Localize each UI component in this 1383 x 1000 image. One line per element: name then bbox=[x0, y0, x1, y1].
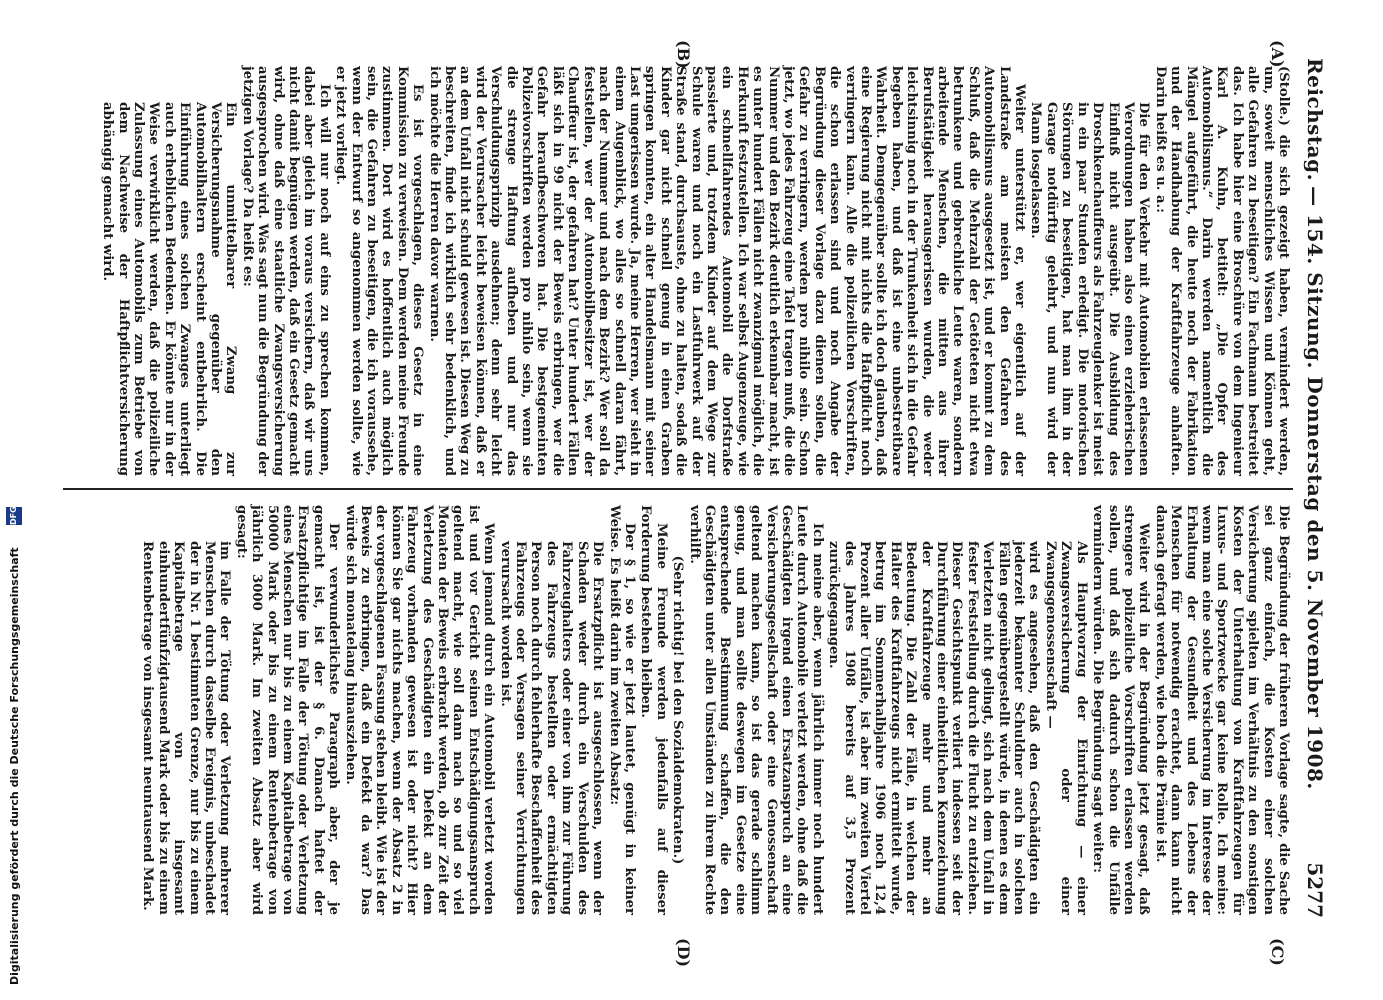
quote-paragraph: wird es angesehen, daß den Geschädigten ein jederzeit bekannter Schuldner auch in solchen Fällen gegenübergestellt würde, in denen es dem Verletzten nicht gelingt, sich nach dem Unfall in fester Feststellung durch die Flucht zu entziehen. Dieser Gesichtspunkt verliert indessen seit der Durchführung einer einheitlichen Kennzeichnung der Kraftfahrzeuge mehr und mehr an Bedeutung. Die Zahl der Fälle, in welchen der Halter des Kraftfahrzeugs nicht ermittelt wurde, betrug im Sommerhalbjahre 1906 noch 12,4 Prozent aller Unfälle, ist aber im zweiten Viertel des Jahres 1908 bereits auf 3,5 Prozent zurückgegangen. bbox=[826, 541, 1042, 915]
paragraph: Wenn jemand durch ein Automobil verletzt worden ist und vor Gericht seinen Entschädigungsanspruch geltend macht, wie soll dann nach so und so viel Monaten der Beweis erbracht werden, ob zur Zeit der Verletzung des Geschädigten ein Defekt an dem Fahrzeug vorhanden gewesen ist oder nicht? Hier können Sie gar nichts machen, wenn der Absatz 2 in der vorgeschlagenen Fassung stehen bleibt. Wie ist der Beweis zu erbringen, daß ein Defekt da war? Das würde sich monatelang hinausziehen. bbox=[342, 505, 497, 915]
quote-paragraph: Die Ersatzpflicht ist ausgeschlossen, wenn der Schaden weder durch ein Verschulden des Fahrzeughalters oder einer von ihm zur Führung des Fahrzeugs bestellten oder ermächtigten Person noch durch fehlerhafte Beschaffenheit des Fahrzeugs oder Versagen seiner Verrichtungen verursacht worden ist. bbox=[497, 541, 606, 915]
right-column bbox=[139, 505, 1291, 915]
margin-marker-d: (D) bbox=[674, 938, 693, 968]
paragraph: Der verwunderlichste Paragraph aber, der je gemacht ist, ist der § 6. Danach haftet der Ersatzpflichtige im Falle der Tötung oder Verletzung eines Menschen nur bis zu einem Kapitalbetrage von 50000 Mark oder bis zu einem Rentenbetrage von jährlich 3000 Mark. Im zweiten Absatz aber wird gesagt: bbox=[233, 505, 342, 915]
header-left: Reichstag. bbox=[1303, 58, 1327, 182]
paragraph: Ich meine aber, wenn jährlich immer noch hundert Leute durch Automobile verletzt werden, ohne daß die Geschädigten irgend einen Ersatzanspruch an eine Versicherungsgesellschaft oder eine Genossenschaft geltend machen kann, so ist das gerade schlimm genug, und man sollte deswegen im Gesetze eine entsprechende Bestimmung schaffen, die den Geschädigten unter allen Umständen zu ihrem Rechte verhilft. bbox=[686, 505, 825, 915]
page-number: 5277 bbox=[1303, 862, 1327, 918]
quote-paragraph: Ein unmittelbarer Zwang zur Versicherungsnahme gegenüber den Automobilhaltern erscheint entbehrlich. Die Einführung eines solchen Zwanges unterliegt auch erheblichen Bedenken. Er könnte nur in der Weise verwirklicht werden, daß die polizeiliche Zulassung eines Automobils zum Betriebe von dem Nachweise der Haftpflichtversicherung abhängig gemacht wird. bbox=[100, 102, 239, 476]
interjection: (Sehr richtig! bei den Sozialdemokraten.) bbox=[670, 555, 686, 865]
left-column bbox=[99, 66, 1291, 476]
paragraph: Es ist vorgeschlagen, dieses Gesetz in eine Kommission zu verweisen. Dem werden meine Freunde zustimmen. Dort wird es hoffentlich auch möglich sein, die Gefahren zu beseitigen, die ich voraussehe, wenn der Entwurf so angenommen werden sollte, wie er jetzt vorliegt. bbox=[333, 66, 426, 476]
margin-marker-b: (B) bbox=[674, 40, 693, 69]
header-title: — 154. Sitzung. Donnerstag den 5. November 1908. bbox=[1303, 186, 1327, 790]
paragraph: Weiter unterstützt er, wer eigentlich auf der Landstraße am meisten den Gefahren des Automobilismus ausgesetzt ist, und er kommt zu dem Schluß, daß die Mehrzahl der Getöteten nicht etwa betrunkene und gebrechliche Leute waren, sondern arbeitende Menschen, die mitten aus ihrer Berufstätigkeit herausgerissen wurden, die weder leichtsinnig noch in der Trunkenheit sich in die Gefahr begeben haben, und daß ist eine unbestreitbare Wahrheit. Demgegenüber sollte ich doch glauben, daß eine Regierung nicht mit nichts die Haftpflicht noch verringern kann. Alle die polizeilichen Vorschriften, die schon erlassen sind und noch Angabe der Begründung dieser Vorlage dazu dienen sollen, die Gefahr zu verringern, werden pro nihilo sein. Schon jetzt, wo jedes Fahrzeug eine Tafel tragen muß, die die Nummer und den Bezirk deutlich erkennbar macht, ist es unter hundert Fällen nicht zwanzigmal möglich, die Herkunft festzustellen. Ich war selbst Augenzeuge, wie ein schnellfahrendes Automobil die Dorfstraße passierte und, trotzdem Kinder auf dem Wege zur Schule waren und noch ein Lastfuhrwerk auf der Straße stand, durchsauste, ohne zu halten, sodaß die Kinder gar nicht schnell genug in einen Graben springen konnten, ein alter Handelsmann mit seiner Last umgerissen wurde. Ja, meine Herren, wer sieht in einem Augenblick, wo alles so schnell daran fährt, nach der Nummer und nach dem Bezirk? Wer soll da feststellen, wer der Automobilbesitzer ist, wer der Chauffeur ist, der gefahren hat? Unter hundert Fällen läßt sich in 99 nicht der Beweis erbringen, wer die Gefahr heraufbeschworen hat. Die bestgemeinten Polizeivorschriften werden pro nihilo sein, wenn sie die strenge Haftung aufheben und nur das Verschuldungsprinzip ausdehnen; denn sehr leicht wird der Verursacher leicht beweisen können, daß er an dem Unfall nicht schuld gewesen ist. Diesen Weg zu beschreiten, finde ich wirklich sehr bedenklich, und ich möchte die Herren davor warnen. bbox=[426, 66, 1028, 476]
margin-marker-c: (C) bbox=[1268, 938, 1287, 966]
quote-paragraph: Die für den Verkehr mit Automobilen erlassenen Verordnungen haben also einen erzieherischen Einfluß nicht ausgeübt. Die Ausbildung des Droschkenchauffeurs als Fahrzeuglenker ist meist in ein paar Stunden erledigt. Die motorischen Störungen zu beseitigen, hat man ihm in der Garage notdürftig gelehrt, und nun wird der Mann losgelassen. bbox=[1028, 102, 1152, 476]
paragraph: Der § 1, so wie er jetzt lautet, genügt in keiner Weise. Es heißt darin im zweiten Absatz: bbox=[606, 505, 637, 915]
paragraph: Meine Freunde werden jedenfalls auf dieser Forderung bestehen bleiben. bbox=[638, 505, 669, 915]
paragraph: Ich will nur noch auf eins zu sprechen kommen, dabei aber gleich im voraus versichern, daß wir uns nicht damit begnügen werden, daß ein Gesetz gemacht wird, ohne daß eine staatliche Zwangsversicherung ausgesprochen wird. Was sagt nun die Begründung der jetzigen Vorlage? Da heißt es: bbox=[239, 66, 332, 476]
digitization-credit: Digitalisierung gefördert durch die Deutsche Forschungsgemeinschaft bbox=[8, 547, 21, 985]
paragraph: (Stolle.) die sich gezeigt haben, vermindert werden, um, soweit menschliches Wissen und Können geht, alle Gefahren zu beseitigen? Ein Fachmann bestreitet das. Ich habe hier eine Broschüre von dem Ingenieur Karl A. Kuhn, betitelt: „Die Opfer des Automobilismus.“ Darin werden namentlich die Mängel aufgeführt, die heute noch der Fabrikation und der Handhabung der Kraftfahrzeuge anhaften. Darin heißt es u. a.: bbox=[1152, 66, 1291, 476]
paragraph: Die Begründung der früheren Vorlage sagte, die Sache sei ganz einfach, die Kosten einer solchen Versicherung spielten im Verhältnis zu den sonstigen Kosten der Unterhaltung von Kraftfahrzeugen für Luxus- und Sportzwecke gar keine Rolle. Ich meine: wenn man eine solche Versicherung im Interesse der Erhaltung der Gesundheit und des Lebens der Menschen für notwendig erachtet, dann kann nicht danach gefragt werden, wie hoch die Prämie ist. bbox=[1152, 505, 1291, 915]
quote-paragraph: im Falle der Tötung oder Verletzung mehrerer Menschen durch dasselbe Ereignis, unbeschadet der in Nr. 1 bestimmten Grenze, nur bis zu einem Kapitalbetrage von insgesamt einhundertfünfzigtausend Mark oder bis zu einem Rentenbetrage von insgesamt neuntausend Mark. bbox=[140, 541, 233, 915]
dfg-logo: DFG bbox=[6, 507, 22, 525]
margin-marker-a: (A) bbox=[1268, 40, 1287, 68]
quote-paragraph: Als Hauptvorzug der Einrichtung — einer Zwangsversicherung oder einer Zwangsgenossenschaft — bbox=[1042, 541, 1089, 915]
column-divider bbox=[63, 488, 1293, 490]
paragraph: Weiter wird in der Begründung jetzt gesagt, daß strengere polizeiliche Vorschriften erlassen werden sollen, und daß sich dadurch schon die Unfälle vermindern würden. Die Begründung sagt weiter: bbox=[1090, 505, 1152, 915]
page-header bbox=[1301, 58, 1331, 918]
